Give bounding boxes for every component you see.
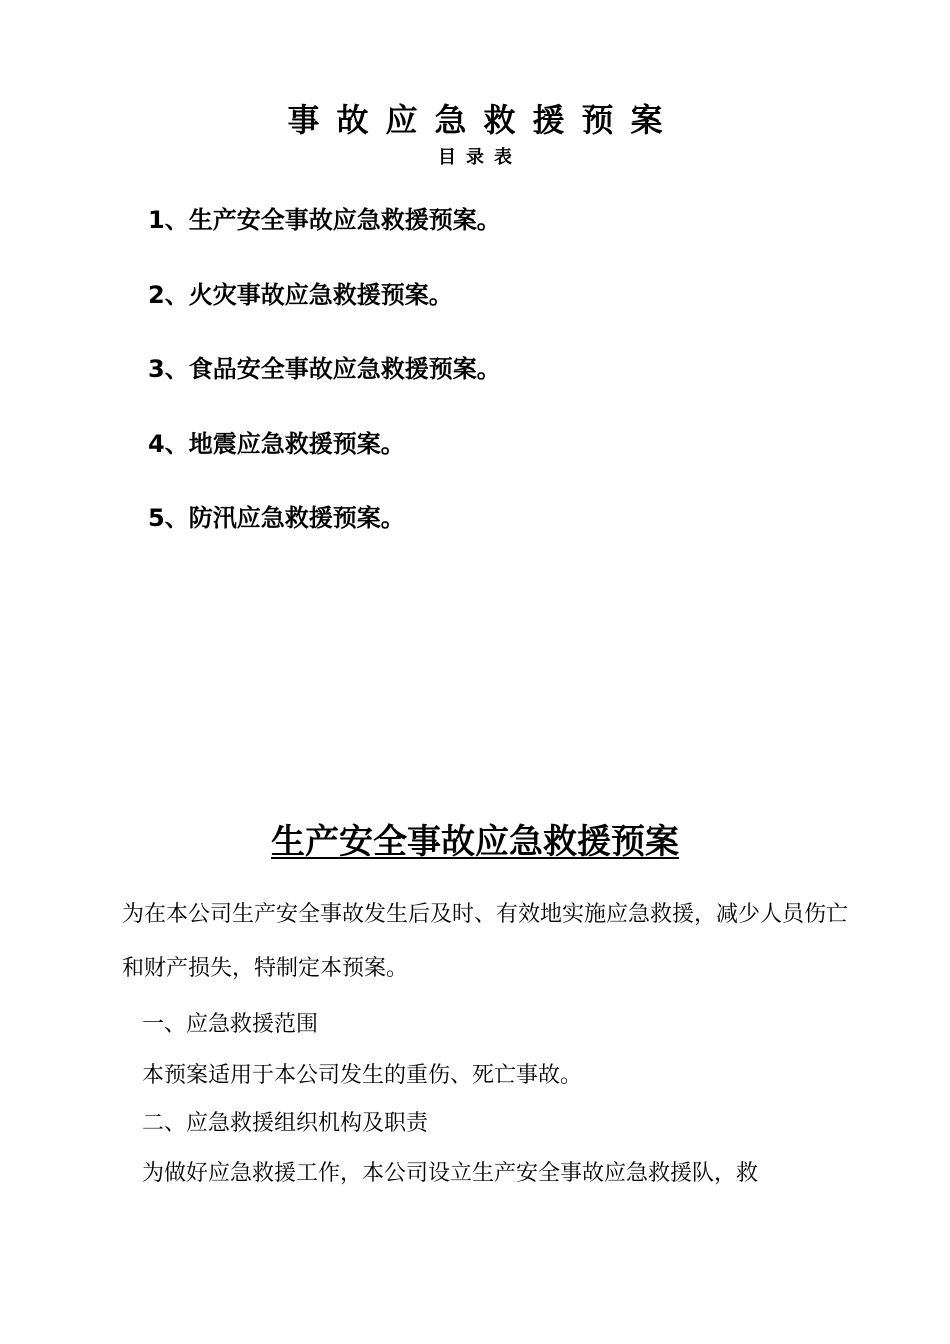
toc-subtitle: 目录表 bbox=[438, 147, 522, 168]
toc-item: 3、食品安全事故应急救援预案。 bbox=[148, 355, 501, 383]
scope-paragraph: 本预案适用于本公司发生的重伤、死亡事故。 bbox=[142, 1063, 583, 1088]
toc-item: 1、生产安全事故应急救援预案。 bbox=[148, 206, 501, 234]
heading-organization: 二、应急救援组织机构及职责 bbox=[142, 1111, 429, 1136]
toc-title: 事故应急救援预案 bbox=[287, 101, 680, 139]
heading-scope: 一、应急救援范围 bbox=[142, 1012, 319, 1037]
organization-paragraph: 为做好应急救援工作，本公司设立生产安全事故应急救援队，救 bbox=[142, 1161, 759, 1186]
toc-item: 4、地震应急救援预案。 bbox=[148, 429, 405, 458]
section-title bbox=[0, 818, 950, 866]
section-title-text: 生产安全事故应急救援预案 bbox=[271, 822, 679, 862]
toc-item: 2、火灾事故应急救援预案。 bbox=[148, 280, 453, 309]
toc-item: 5、防汛应急救援预案。 bbox=[148, 504, 405, 532]
table-of-contents bbox=[148, 200, 501, 573]
intro-paragraph: 为在本公司生产安全事故发生后及时、有效地实施应急救援，减少人员伤亡和财产损失，特制定本预案。 bbox=[122, 902, 849, 981]
